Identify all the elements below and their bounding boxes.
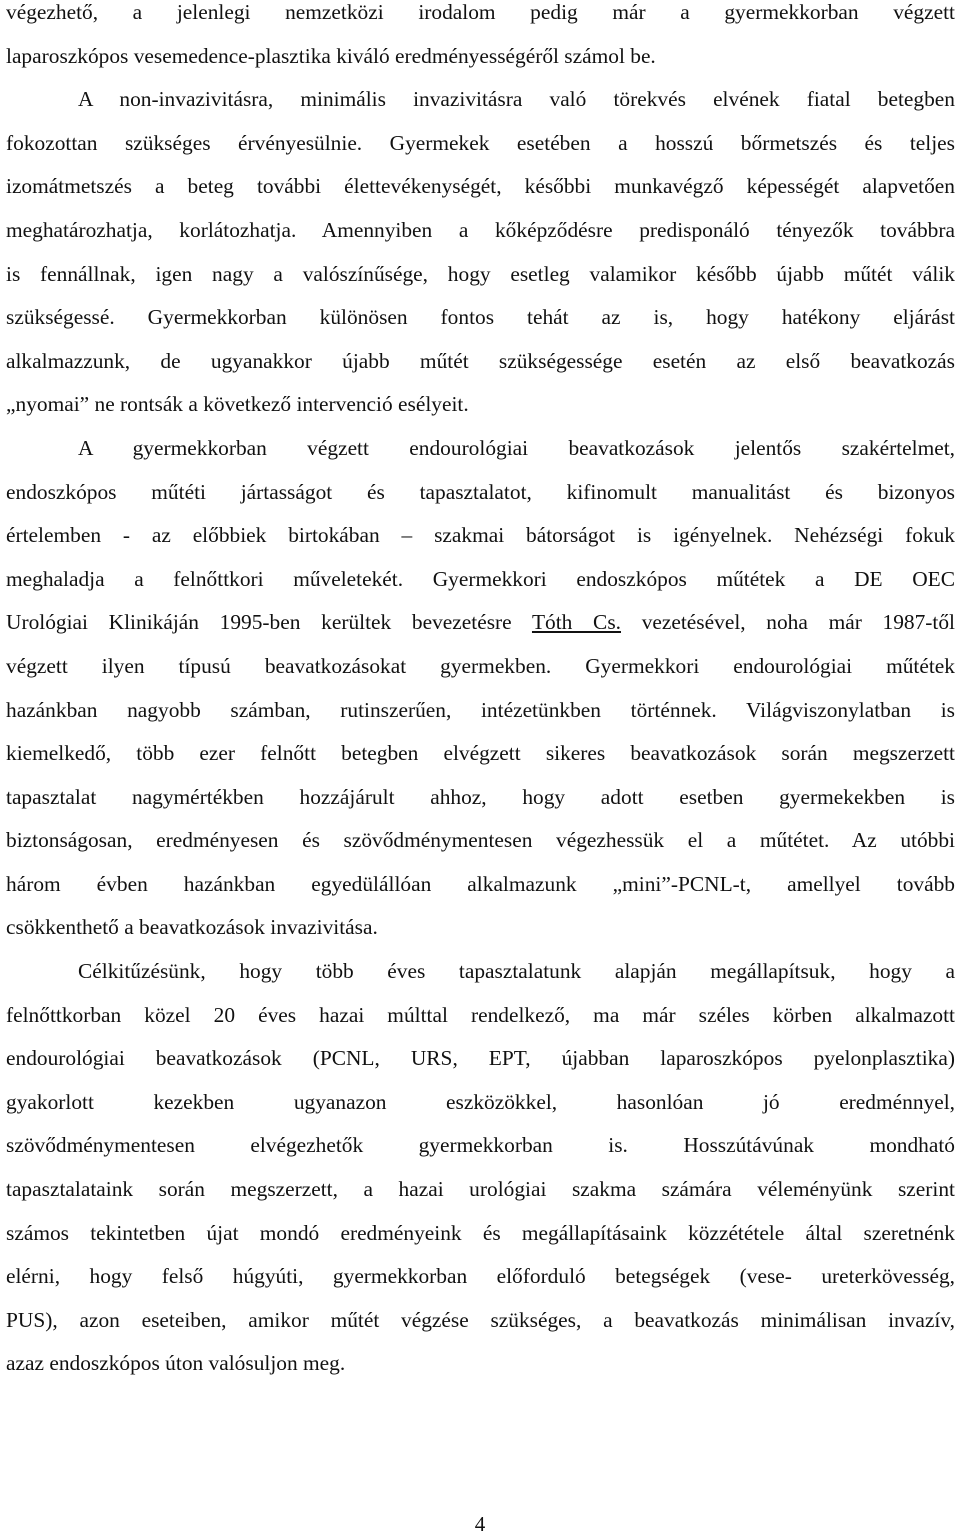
paragraph-2 — [6, 78, 955, 427]
text-line: végzett ilyen típusú beavatkozásokat gyermekben. Gyermekkori endourológiai műtétek — [6, 653, 955, 678]
text-line: is fennállnak, igen nagy a valószínűsége, hogy esetleg valamikor később újabb műtét válik — [6, 261, 955, 286]
text-line: alkalmazzunk, de ugyanakkor újabb műtét szükségessége esetén az első beavatkozás — [6, 348, 955, 373]
text-line: A non-invazivitásra, minimális invazivitásra való törekvés elvének fiatal betegben — [78, 87, 955, 112]
paragraph-4 — [6, 950, 955, 1386]
text-segment: vezetésével, noha már 1987-től — [621, 610, 955, 635]
text-line: biztonságosan, eredményesen és szövődménymentesen végezhessük el a műtétet. Az utóbbi — [6, 828, 955, 853]
text-line: három évben hazánkban egyedülállóan alkalmazunk „mini”-PCNL-t, amellyel tovább — [6, 871, 955, 896]
text-line: meghatározhatja, korlátozhatja. Amennyiben a kőképződésre predisponáló tényezők továbbra — [6, 217, 955, 242]
paragraph-3 — [6, 427, 955, 950]
text-line: laparoszkópos vesemedence-plasztika kiváló eredményességéről számol be. — [6, 43, 656, 68]
text-line: kiemelkedő, több ezer felnőtt betegben elvégzett sikeres beavatkozások során megszerzett — [6, 741, 955, 766]
text-line: A gyermekkorban végzett endourológiai beavatkozások jelentős szakértelmet, — [78, 435, 955, 460]
text-line: tapasztalataink során megszerzett, a hazai urológiai szakma számára véleményünk szerint — [6, 1177, 955, 1202]
text-line: elérni, hogy felső húgyúti, gyermekkorban előforduló betegségek (vese- ureterkövesség, — [6, 1264, 955, 1289]
text-line: meghaladja a felnőttkori műveletekét. Gyermekkori endoszkópos műtétek a DE OEC — [6, 566, 955, 591]
text-line: „nyomai” ne rontsák a következő intervenció esélyeit. — [6, 392, 469, 417]
text-line: felnőttkorban közel 20 éves hazai múlttal rendelkező, ma már széles körben alkalmazott — [6, 1002, 955, 1027]
text-line: izomátmetszés a beteg további élettevékenységét, későbbi munkavégző képességét alapvetően — [6, 174, 955, 199]
document-page — [6, 0, 955, 1386]
text-line: végezhető, a jelenlegi nemzetközi irodalom pedig már a gyermekkorban végzett — [6, 0, 955, 24]
text-line: fokozottan szükséges érvényesülnie. Gyermekek esetében a hosszú bőrmetszés és teljes — [6, 130, 955, 155]
text-segment: Urológiai Klinikáján 1995-ben kerültek bevezetésre — [6, 610, 532, 635]
underlined-author-name: Tóth Cs. — [531, 610, 621, 635]
text-line: csökkenthető a beavatkozások invazivitása. — [6, 915, 378, 940]
text-line: hazánkban nagyobb számban, rutinszerűen, intézetünkben történnek. Világviszonylatban is — [6, 697, 955, 722]
text-line: Célkitűzésünk, hogy több éves tapasztalatunk alapján megállapítsuk, hogy a — [78, 959, 955, 984]
text-line: számos tekintetben újat mondó eredményeink és megállapításaink közzététele által szeretnénk — [6, 1220, 955, 1245]
text-line-with-author — [6, 601, 955, 645]
page-number: 4 — [474, 1512, 486, 1536]
text-line: endourológiai beavatkozások (PCNL, URS, EPT, újabban laparoszkópos pyelonplasztika) — [6, 1046, 955, 1071]
text-line: szövődménymentesen elvégezhetők gyermekkorban is. Hosszútávúnak mondható — [6, 1133, 955, 1158]
text-line: értelemben - az előbbiek birtokában – szakmai bátorságot is igényelnek. Nehézségi fokuk — [6, 523, 955, 548]
text-line: gyakorlott kezekben ugyanazon eszközökkel, hasonlóan jó eredménnyel, — [6, 1089, 955, 1114]
text-line: PUS), azon eseteiben, amikor műtét végzése szükséges, a beavatkozás minimálisan invazív, — [6, 1307, 955, 1332]
text-line: tapasztalat nagymértékben hozzájárult ahhoz, hogy adott esetben gyermekekben is — [6, 784, 955, 809]
text-line: szükségessé. Gyermekkorban különösen fontos tehát az is, hogy hatékony eljárást — [6, 305, 955, 330]
paragraph-1 — [6, 0, 955, 78]
text-line: azaz endoszkópos úton valósuljon meg. — [6, 1351, 346, 1376]
text-line: endoszkópos műtéti jártasságot és tapasztalatot, kifinomult manualitást és bizonyos — [6, 479, 955, 504]
